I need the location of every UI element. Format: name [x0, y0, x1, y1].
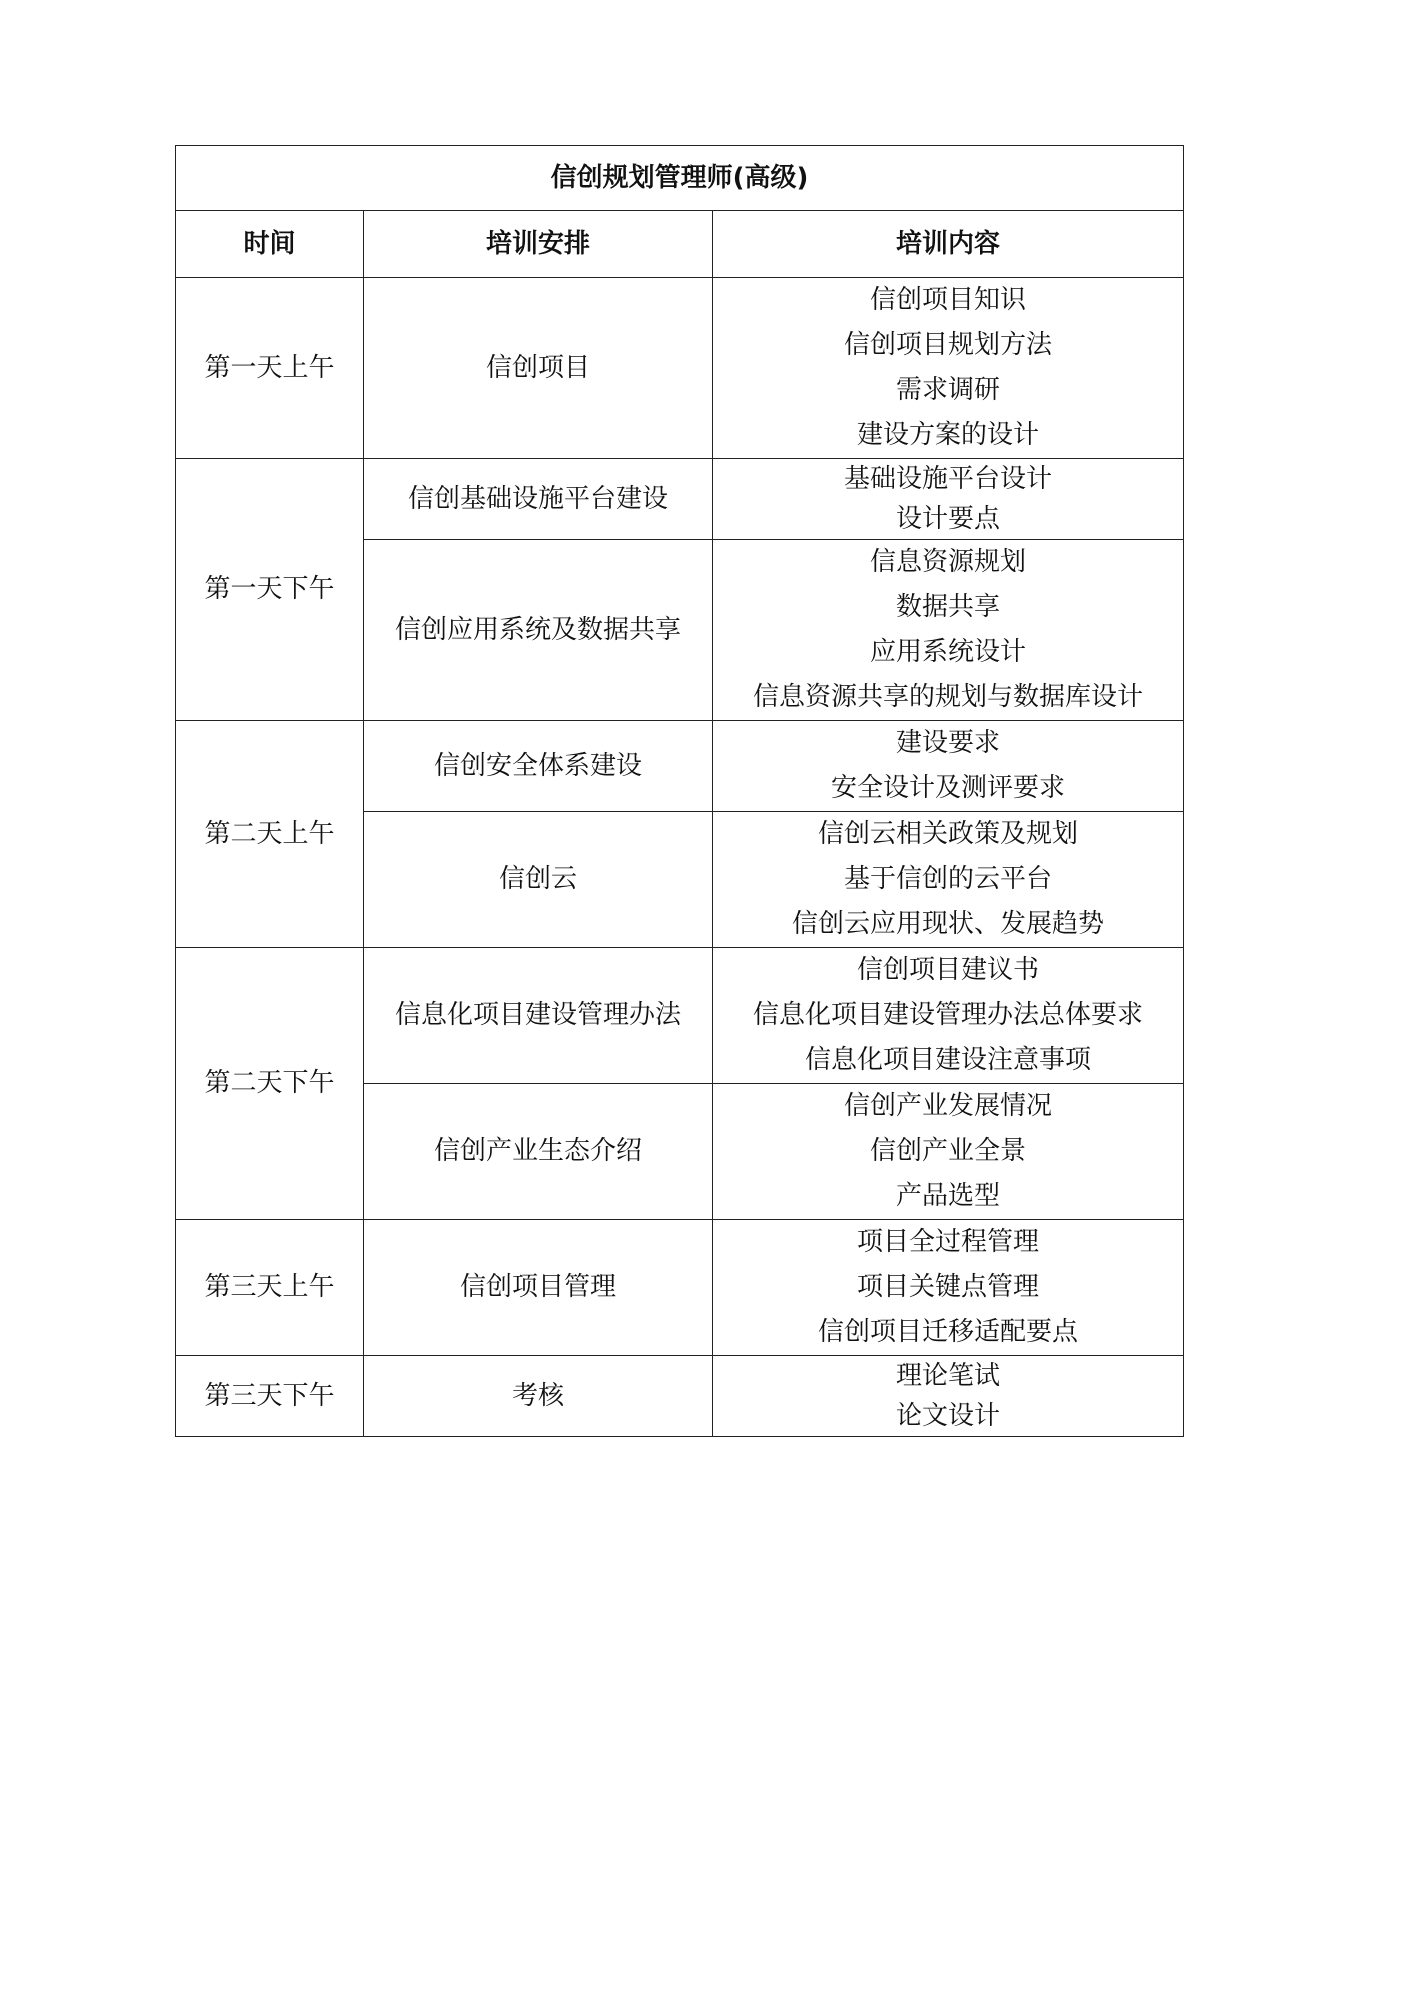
table-row [176, 459, 1184, 540]
module-name: 信创项目 [364, 278, 713, 459]
content-item: 建设要求 [896, 728, 1001, 758]
content-item: 产品选型 [896, 1181, 1001, 1211]
content-item: 基于信创的云平台 [844, 864, 1053, 894]
module-name: 信创基础设施平台建设 [364, 459, 713, 540]
content-item: 数据共享 [896, 592, 1001, 622]
session-time: 第一天上午 [176, 278, 364, 459]
session-time: 第三天下午 [176, 1356, 364, 1437]
module-contents [713, 1084, 1184, 1220]
content-item: 基础设施平台设计 [844, 464, 1053, 494]
content-item: 安全设计及测评要求 [831, 773, 1066, 803]
session-time: 第二天下午 [176, 948, 364, 1220]
content-item: 信息化项目建设注意事项 [805, 1045, 1092, 1075]
content-item: 信创产业发展情况 [844, 1091, 1053, 1121]
content-item: 理论笔试 [896, 1361, 1001, 1391]
module-name: 信创产业生态介绍 [364, 1084, 713, 1220]
header-content: 培训内容 [713, 211, 1184, 278]
module-name: 信息化项目建设管理办法 [364, 948, 713, 1084]
content-item: 信创项目迁移适配要点 [818, 1317, 1079, 1347]
module-contents [713, 459, 1184, 540]
content-item: 项目全过程管理 [857, 1227, 1040, 1257]
table-row [176, 1356, 1184, 1437]
content-item: 信创产业全景 [870, 1136, 1027, 1166]
module-name: 考核 [364, 1356, 713, 1437]
content-item: 建设方案的设计 [857, 420, 1040, 450]
header-time: 时间 [176, 211, 364, 278]
content-item: 信息化项目建设管理办法总体要求 [753, 1000, 1144, 1030]
session-time: 第一天下午 [176, 459, 364, 721]
table-row [176, 1220, 1184, 1356]
content-item: 信创云应用现状、发展趋势 [792, 909, 1105, 939]
module-contents [713, 278, 1184, 459]
header-row [176, 211, 1184, 278]
module-name: 信创项目管理 [364, 1220, 713, 1356]
training-schedule-table [175, 145, 1184, 1437]
module-contents [713, 812, 1184, 948]
module-contents [713, 721, 1184, 812]
table-title: 信创规划管理师(高级) [176, 146, 1184, 211]
module-contents [713, 948, 1184, 1084]
header-arrangement: 培训安排 [364, 211, 713, 278]
table-row [176, 721, 1184, 812]
content-item: 论文设计 [896, 1401, 1001, 1431]
module-name: 信创应用系统及数据共享 [364, 540, 713, 721]
module-name: 信创云 [364, 812, 713, 948]
module-contents [713, 540, 1184, 721]
module-name: 信创安全体系建设 [364, 721, 713, 812]
session-time: 第二天上午 [176, 721, 364, 948]
content-item: 信息资源共享的规划与数据库设计 [753, 682, 1144, 712]
content-item: 项目关键点管理 [857, 1272, 1040, 1302]
content-item: 信息资源规划 [870, 547, 1027, 577]
content-item: 应用系统设计 [870, 637, 1027, 667]
table-row [176, 278, 1184, 459]
content-item: 信创项目规划方法 [844, 330, 1053, 360]
module-contents [713, 1220, 1184, 1356]
content-item: 信创项目建议书 [857, 955, 1040, 985]
session-time: 第三天上午 [176, 1220, 364, 1356]
content-item: 信创项目知识 [870, 285, 1027, 315]
content-item: 设计要点 [896, 504, 1001, 534]
module-contents [713, 1356, 1184, 1437]
content-item: 需求调研 [896, 375, 1001, 405]
title-row [176, 146, 1184, 211]
table-row [176, 948, 1184, 1084]
content-item: 信创云相关政策及规划 [818, 819, 1079, 849]
